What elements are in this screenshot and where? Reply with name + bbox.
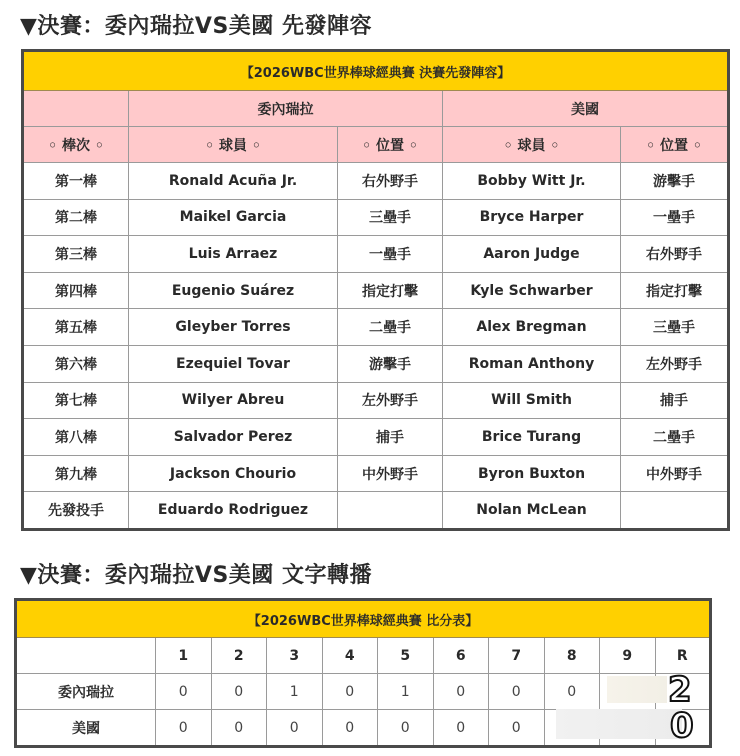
- inning-score: 0: [489, 674, 545, 710]
- batting-order: 第二棒: [23, 199, 129, 236]
- ven-position: 三壘手: [338, 199, 443, 236]
- score-heading: ▼決賽：委內瑞拉VS美國 文字轉播: [20, 563, 372, 588]
- usa-player: Brice Turang: [443, 419, 621, 456]
- batting-order: 第一棒: [23, 163, 129, 200]
- ven-position: 右外野手: [338, 163, 443, 200]
- blank-header-cell: [23, 91, 129, 127]
- inning-header: 3: [267, 638, 323, 674]
- inning-score: 0: [156, 710, 212, 747]
- usa-player: Will Smith: [443, 382, 621, 419]
- table-row: [23, 236, 729, 273]
- usa-player: Byron Buxton: [443, 455, 621, 492]
- inning-score: 1: [378, 674, 434, 710]
- inning-score: 0: [322, 674, 378, 710]
- runs-header: R: [655, 638, 711, 674]
- blurred-patch: [556, 709, 682, 739]
- col-header-usa-position: ◦ 位置 ◦: [621, 127, 729, 163]
- ven-position: 游擊手: [338, 345, 443, 382]
- score-caption: 【2026WBC世界棒球經典賽 比分表】: [16, 600, 711, 638]
- inning-header: 7: [489, 638, 545, 674]
- usa-player: Kyle Schwarber: [443, 272, 621, 309]
- table-row: [23, 455, 729, 492]
- blurred-patch: [607, 676, 667, 703]
- inning-header: 8: [544, 638, 600, 674]
- usa-player: Roman Anthony: [443, 345, 621, 382]
- ven-position: 中外野手: [338, 455, 443, 492]
- inning-header: 5: [378, 638, 434, 674]
- ven-player: Eugenio Suárez: [129, 272, 338, 309]
- inning-score: 0: [544, 674, 600, 710]
- inning-score: 1: [267, 674, 323, 710]
- usa-position: 中外野手: [621, 455, 729, 492]
- ven-player: Ezequiel Tovar: [129, 345, 338, 382]
- col-header-usa-player: ◦ 球員 ◦: [443, 127, 621, 163]
- batting-order: 第三棒: [23, 236, 129, 273]
- ven-position: 指定打擊: [338, 272, 443, 309]
- ven-player: Wilyer Abreu: [129, 382, 338, 419]
- ven-player: Luis Arraez: [129, 236, 338, 273]
- team-header-usa: 美國: [443, 91, 729, 127]
- lineup-caption: 【2026WBC世界棒球經典賽 決賽先發陣容】: [23, 51, 729, 91]
- ven-player: Eduardo Rodriguez: [129, 492, 338, 530]
- lineup-table: [21, 49, 730, 531]
- ven-player: Ronald Acuña Jr.: [129, 163, 338, 200]
- usa-position: 一壘手: [621, 199, 729, 236]
- usa-position: 指定打擊: [621, 272, 729, 309]
- inning-score: 0: [433, 674, 489, 710]
- usa-position: 左外野手: [621, 345, 729, 382]
- table-row: [23, 199, 729, 236]
- usa-player: Nolan McLean: [443, 492, 621, 530]
- ven-position: 捕手: [338, 419, 443, 456]
- usa-position: 捕手: [621, 382, 729, 419]
- usa-position: 右外野手: [621, 236, 729, 273]
- inning-header: 2: [211, 638, 267, 674]
- batting-order: 第四棒: [23, 272, 129, 309]
- table-row: [23, 382, 729, 419]
- team-header-venezuela: 委內瑞拉: [129, 91, 443, 127]
- table-row: [23, 163, 729, 200]
- usa-runs-overlay: 0: [670, 706, 694, 746]
- table-row: [23, 419, 729, 456]
- usa-player: Bobby Witt Jr.: [443, 163, 621, 200]
- usa-position: [621, 492, 729, 530]
- ven-player: Maikel Garcia: [129, 199, 338, 236]
- col-header-ven-player: ◦ 球員 ◦: [129, 127, 338, 163]
- inning-score: 0: [156, 674, 212, 710]
- blank-header-cell: [16, 638, 156, 674]
- usa-position: 三壘手: [621, 309, 729, 346]
- ven-player: Gleyber Torres: [129, 309, 338, 346]
- batting-order: 第五棒: [23, 309, 129, 346]
- col-header-ven-position: ◦ 位置 ◦: [338, 127, 443, 163]
- ven-position: 二壘手: [338, 309, 443, 346]
- ven-position: 左外野手: [338, 382, 443, 419]
- ven-position: 一壘手: [338, 236, 443, 273]
- usa-position: 游擊手: [621, 163, 729, 200]
- inning-score: 0: [322, 710, 378, 747]
- batting-order: 第八棒: [23, 419, 129, 456]
- inning-header: 6: [433, 638, 489, 674]
- inning-score: 0: [489, 710, 545, 747]
- usa-position: 二壘手: [621, 419, 729, 456]
- team-name: 美國: [16, 710, 156, 747]
- inning-header: 4: [322, 638, 378, 674]
- ven-position: [338, 492, 443, 530]
- usa-player: Alex Bregman: [443, 309, 621, 346]
- table-row: [23, 492, 729, 530]
- inning-header: 1: [156, 638, 212, 674]
- venezuela-runs-overlay: 2: [668, 670, 692, 710]
- batting-order: 先發投手: [23, 492, 129, 530]
- inning-score: 0: [378, 710, 434, 747]
- inning-score: 0: [211, 674, 267, 710]
- batting-order: 第九棒: [23, 455, 129, 492]
- batting-order: 第七棒: [23, 382, 129, 419]
- inning-score: 0: [211, 710, 267, 747]
- ven-player: Jackson Chourio: [129, 455, 338, 492]
- table-row: [23, 309, 729, 346]
- usa-player: Bryce Harper: [443, 199, 621, 236]
- inning-score: 0: [267, 710, 323, 747]
- table-row: [23, 345, 729, 382]
- inning-score: 0: [433, 710, 489, 747]
- usa-player: Aaron Judge: [443, 236, 621, 273]
- ven-player: Salvador Perez: [129, 419, 338, 456]
- col-header-order: ◦ 棒次 ◦: [23, 127, 129, 163]
- inning-header: 9: [600, 638, 656, 674]
- lineup-heading: ▼決賽：委內瑞拉VS美國 先發陣容: [20, 14, 372, 39]
- batting-order: 第六棒: [23, 345, 129, 382]
- team-name: 委內瑞拉: [16, 674, 156, 710]
- table-row: [23, 272, 729, 309]
